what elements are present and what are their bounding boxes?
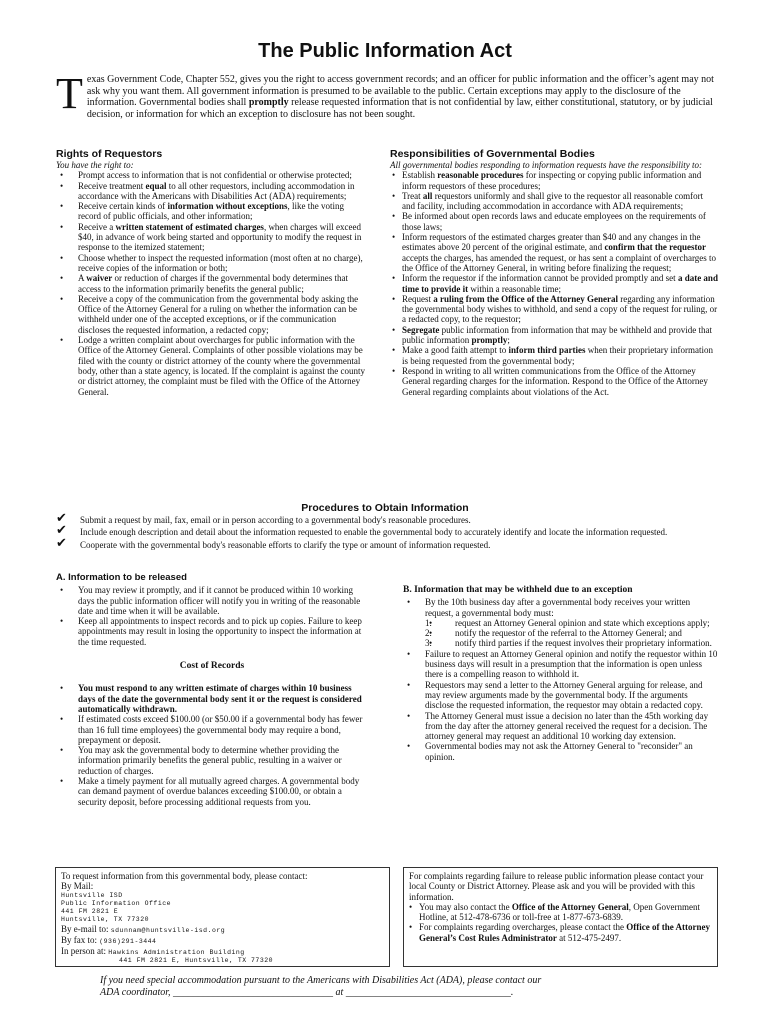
list-item: • Segregate public information from information that may be withheld and provide that public information promptly; <box>390 325 718 346</box>
list-item: • Receive certain kinds of information without exceptions, like the voting record of public officials, and other information; <box>56 201 368 222</box>
sub-item: • 1. request an Attorney General opinion and state which exceptions apply; <box>425 618 718 628</box>
intro-bold: promptly <box>248 97 289 108</box>
sub-item: • 3. notify third parties if the request involves their proprietary information. <box>425 638 718 648</box>
in-person-line: In person at: Hawkins Administration Building <box>61 945 245 956</box>
complaints-box <box>403 867 718 967</box>
responsibilities-subtitle: All governmental bodies responding to information requests have the responsibility to: <box>390 160 702 170</box>
responsibilities-heading: Responsibilities of Governmental Bodies <box>390 148 595 160</box>
in-person-address: 441 FM 2821 E, Huntsville, TX 77320 <box>119 956 274 964</box>
check-icon: ✔ <box>56 522 67 538</box>
section-b <box>403 585 718 762</box>
intro-text-2: release requested information that is not confidential by law, either constitutional, statutory, or by judicial decision, or information for which an exception to disclosure has not been sought. <box>86 97 713 120</box>
cost-list <box>56 683 368 807</box>
list-item: • Receive a written statement of estimated charges, when charges will exceed $40, in advance of work being started and opportunity to modify the request in response to the itemized statement; <box>56 222 368 253</box>
list-item: • Respond in writing to all written communications from the Office of the Attorney General regarding charges for the information. Respond to the Office of the Attorney General regarding complaints about violations of the Act. <box>390 366 718 397</box>
list-item: • A waiver or reduction of charges if the governmental body determines that access to the information primarily benefits the general public; <box>56 273 368 294</box>
fax-line: By fax to: (936)291-3444 <box>61 934 157 945</box>
check-icon: ✔ <box>56 534 67 550</box>
section-b-heading: B. Information that may be withheld due to an exception <box>403 585 633 595</box>
complaints-intro: For complaints regarding failure to release public information please contact your local County or District Attorney. Please ask and you will be provided with this information. <box>409 871 704 902</box>
mail-address: Huntsville ISD Public Information Office 441 FM 2821 E Huntsville, TX 77320 <box>61 891 172 923</box>
procedure-step: ✔ Include enough description and detail about the information requested to enable the governmental body to accurately identify and locate the information requested. <box>56 522 668 538</box>
procedure-step: ✔ Cooperate with the governmental body's reasonable efforts to clarify the type or amount of information requested. <box>56 534 491 550</box>
section-b-sublist <box>425 618 718 649</box>
list-item: • Request a ruling from the Office of the Attorney General regarding any information the governmental body wishes to withhold, and send a copy of the request for ruling, or a redacted copy, to the requestor; <box>390 294 718 325</box>
rights-section <box>56 148 368 397</box>
rights-list <box>56 170 368 397</box>
section-a <box>56 573 368 807</box>
section-a-heading: A. Information to be released <box>56 572 187 583</box>
section-b-list <box>403 597 718 762</box>
responsibilities-section <box>390 148 718 397</box>
list-item: • Keep all appointments to inspect records and to pick up copies. Failure to keep appointments may result in losing the opportunity to inspect the information at the time requested. <box>56 616 368 647</box>
intro-text-1: exas Government Code, Chapter 552, gives you the right to access government records; and an officer for public information and the officer’s agent may not ask why you want them. All government information is presumed to be available to the public. Certain exceptions may apply to the disclosure of the information. Governmental bodies shall <box>86 74 714 108</box>
list-item: • Choose whether to inspect the requested information (most often at no charge), receive copies of the information or both; <box>56 253 368 274</box>
list-item: • Make a timely payment for all mutually agreed charges. A governmental body can demand payment of overdue balances exceeding $100.00, or obtain a security deposit, before processing additional requests from you. <box>56 776 368 807</box>
list-item: • Receive treatment equal to all other requestors, including accommodation in accordance with the Americans with Disabilities Act (ADA) requirements; <box>56 181 368 202</box>
list-item: • You may review it promptly, and if it cannot be produced within 10 working days the public information officer will notify you in writing of the reasonable date and time when it will be available. <box>56 585 368 616</box>
list-item: • Prompt access to information that is not confidential or otherwise protected; <box>56 170 368 180</box>
list-item: • Establish reasonable procedures for inspecting or copying public information and inform requestors of these procedures; <box>390 170 718 191</box>
list-item: • Lodge a written complaint about overcharges for public information with the Office of the Attorney General. Complaints of other possible violations may be filed with the county or district attorney of the county where the governmental body, other than a state agency, is located. If the complaint is against the county or district attorney, the complaint must be filed with the Office of the Attorney General. <box>56 335 368 397</box>
rights-subtitle: You have the right to: <box>56 160 134 170</box>
email-link[interactable]: sdunnam@huntsville-isd.org <box>110 926 226 934</box>
cost-heading: Cost of Records <box>179 661 245 672</box>
contact-box <box>55 867 390 967</box>
email-line: By e-mail to: sdunnam@huntsville-isd.org <box>61 923 226 934</box>
ada-footer: If you need special accommodation pursuant to the Americans with Disabilities Act (ADA), please contact our ADA coordinator, ________________________________ at _________________________________. <box>100 975 542 998</box>
list-item: • If estimated costs exceed $100.00 (or $50.00 if a governmental body has fewer than 16 full time employees) the governmental body may require a bond, prepayment or deposit. <box>56 714 368 745</box>
list-item: • Receive a copy of the communication from the governmental body asking the Office of the Attorney General for a ruling on whether the information can be withheld under one of the accepted exceptions, or if the communication discloses the requested information, a redacted copy; <box>56 294 368 335</box>
drop-cap: T <box>56 69 83 118</box>
rights-heading: Rights of Requestors <box>56 148 163 160</box>
procedures-list <box>56 510 726 552</box>
list-item: • Treat all requestors uniformly and shall give to the requestor all reasonable comfort and facility, including accommodation in accordance with ADA requirements; <box>390 191 718 212</box>
responsibilities-list <box>390 170 718 397</box>
procedure-step: ✔ Submit a request by mail, fax, email or in person according to a governmental body's reasonable procedures. <box>56 510 471 525</box>
list-item: • Governmental bodies may not ask the Attorney General to "reconsider" an opinion. <box>403 741 718 762</box>
by-mail-label: By Mail: <box>61 881 94 892</box>
list-item: • Inform requestors of the estimated charges greater than $40 and any changes in the estimates above 20 percent of the original estimate, and confirm that the requestor accepts the charges, has amended the request, or has sent a complaint of overcharges to the Office of the Attorney General, in writing before finalizing the request; <box>390 232 718 273</box>
list-item: • The Attorney General must issue a decision no later than the 45th working day from the day after the attorney general received the request for a decision. The attorney general may request an additional 10 working day extension. <box>403 711 718 742</box>
sub-item: • 2. notify the requestor of the referral to the Attorney General; and <box>425 628 718 638</box>
list-item: • You may also contact the Office of the Attorney General, Open Government Hotline, at 512-478-6736 or toll-free at 1-877-673-6839. <box>409 902 712 923</box>
procedures-heading: Procedures to Obtain Information <box>301 502 469 514</box>
list-item: • Be informed about open records laws and educate employees on the requirements of those laws; <box>390 211 718 232</box>
list-item: • Requestors may send a letter to the Attorney General arguing for release, and may review arguments made by the governmental body. If the arguments disclose the requested information, the requestor may obtain a redacted copy. <box>403 680 718 711</box>
list-item: • Inform the requestor if the information cannot be provided promptly and set a date and time to provide it within a reasonable time; <box>390 273 718 294</box>
contact-intro: To request information from this governmental body, please contact: <box>61 871 308 881</box>
list-item: • For complaints regarding overcharges, please contact the Office of the Attorney General’s Cost Rules Administrator at 512-475-2497. <box>409 922 712 943</box>
list-item: • Failure to request an Attorney General opinion and notify the requestor within 10 business days will result in a presumption that the information is open unless there is a compelling reason to withhold it. <box>403 649 718 680</box>
check-icon: ✔ <box>56 510 67 525</box>
complaints-list <box>409 902 712 943</box>
list-item: • You must respond to any written estimate of charges within 10 business days of the date the governmental body sent it or the request is considered automatically withdrawn. <box>56 683 368 714</box>
list-item: • By the 10th business day after a governmental body receives your written request, a governmental body must: • 1. request an Attorney General opinion and state which exceptions apply; • 2. notify the requestor of the referral to the Attorney General; and • 3. notify third parties if the request involves their proprietary information. <box>403 597 718 648</box>
section-a-list <box>56 585 368 647</box>
list-item: • You may ask the governmental body to determine whether providing the information primarily benefits the general public, resulting in a waiver or reduction of charges. <box>56 745 368 776</box>
intro-paragraph <box>56 69 716 120</box>
page-title: The Public Information Act <box>258 40 512 62</box>
list-item: • Make a good faith attempt to inform third parties when their proprietary information is being requested from the governmental body; <box>390 345 718 366</box>
